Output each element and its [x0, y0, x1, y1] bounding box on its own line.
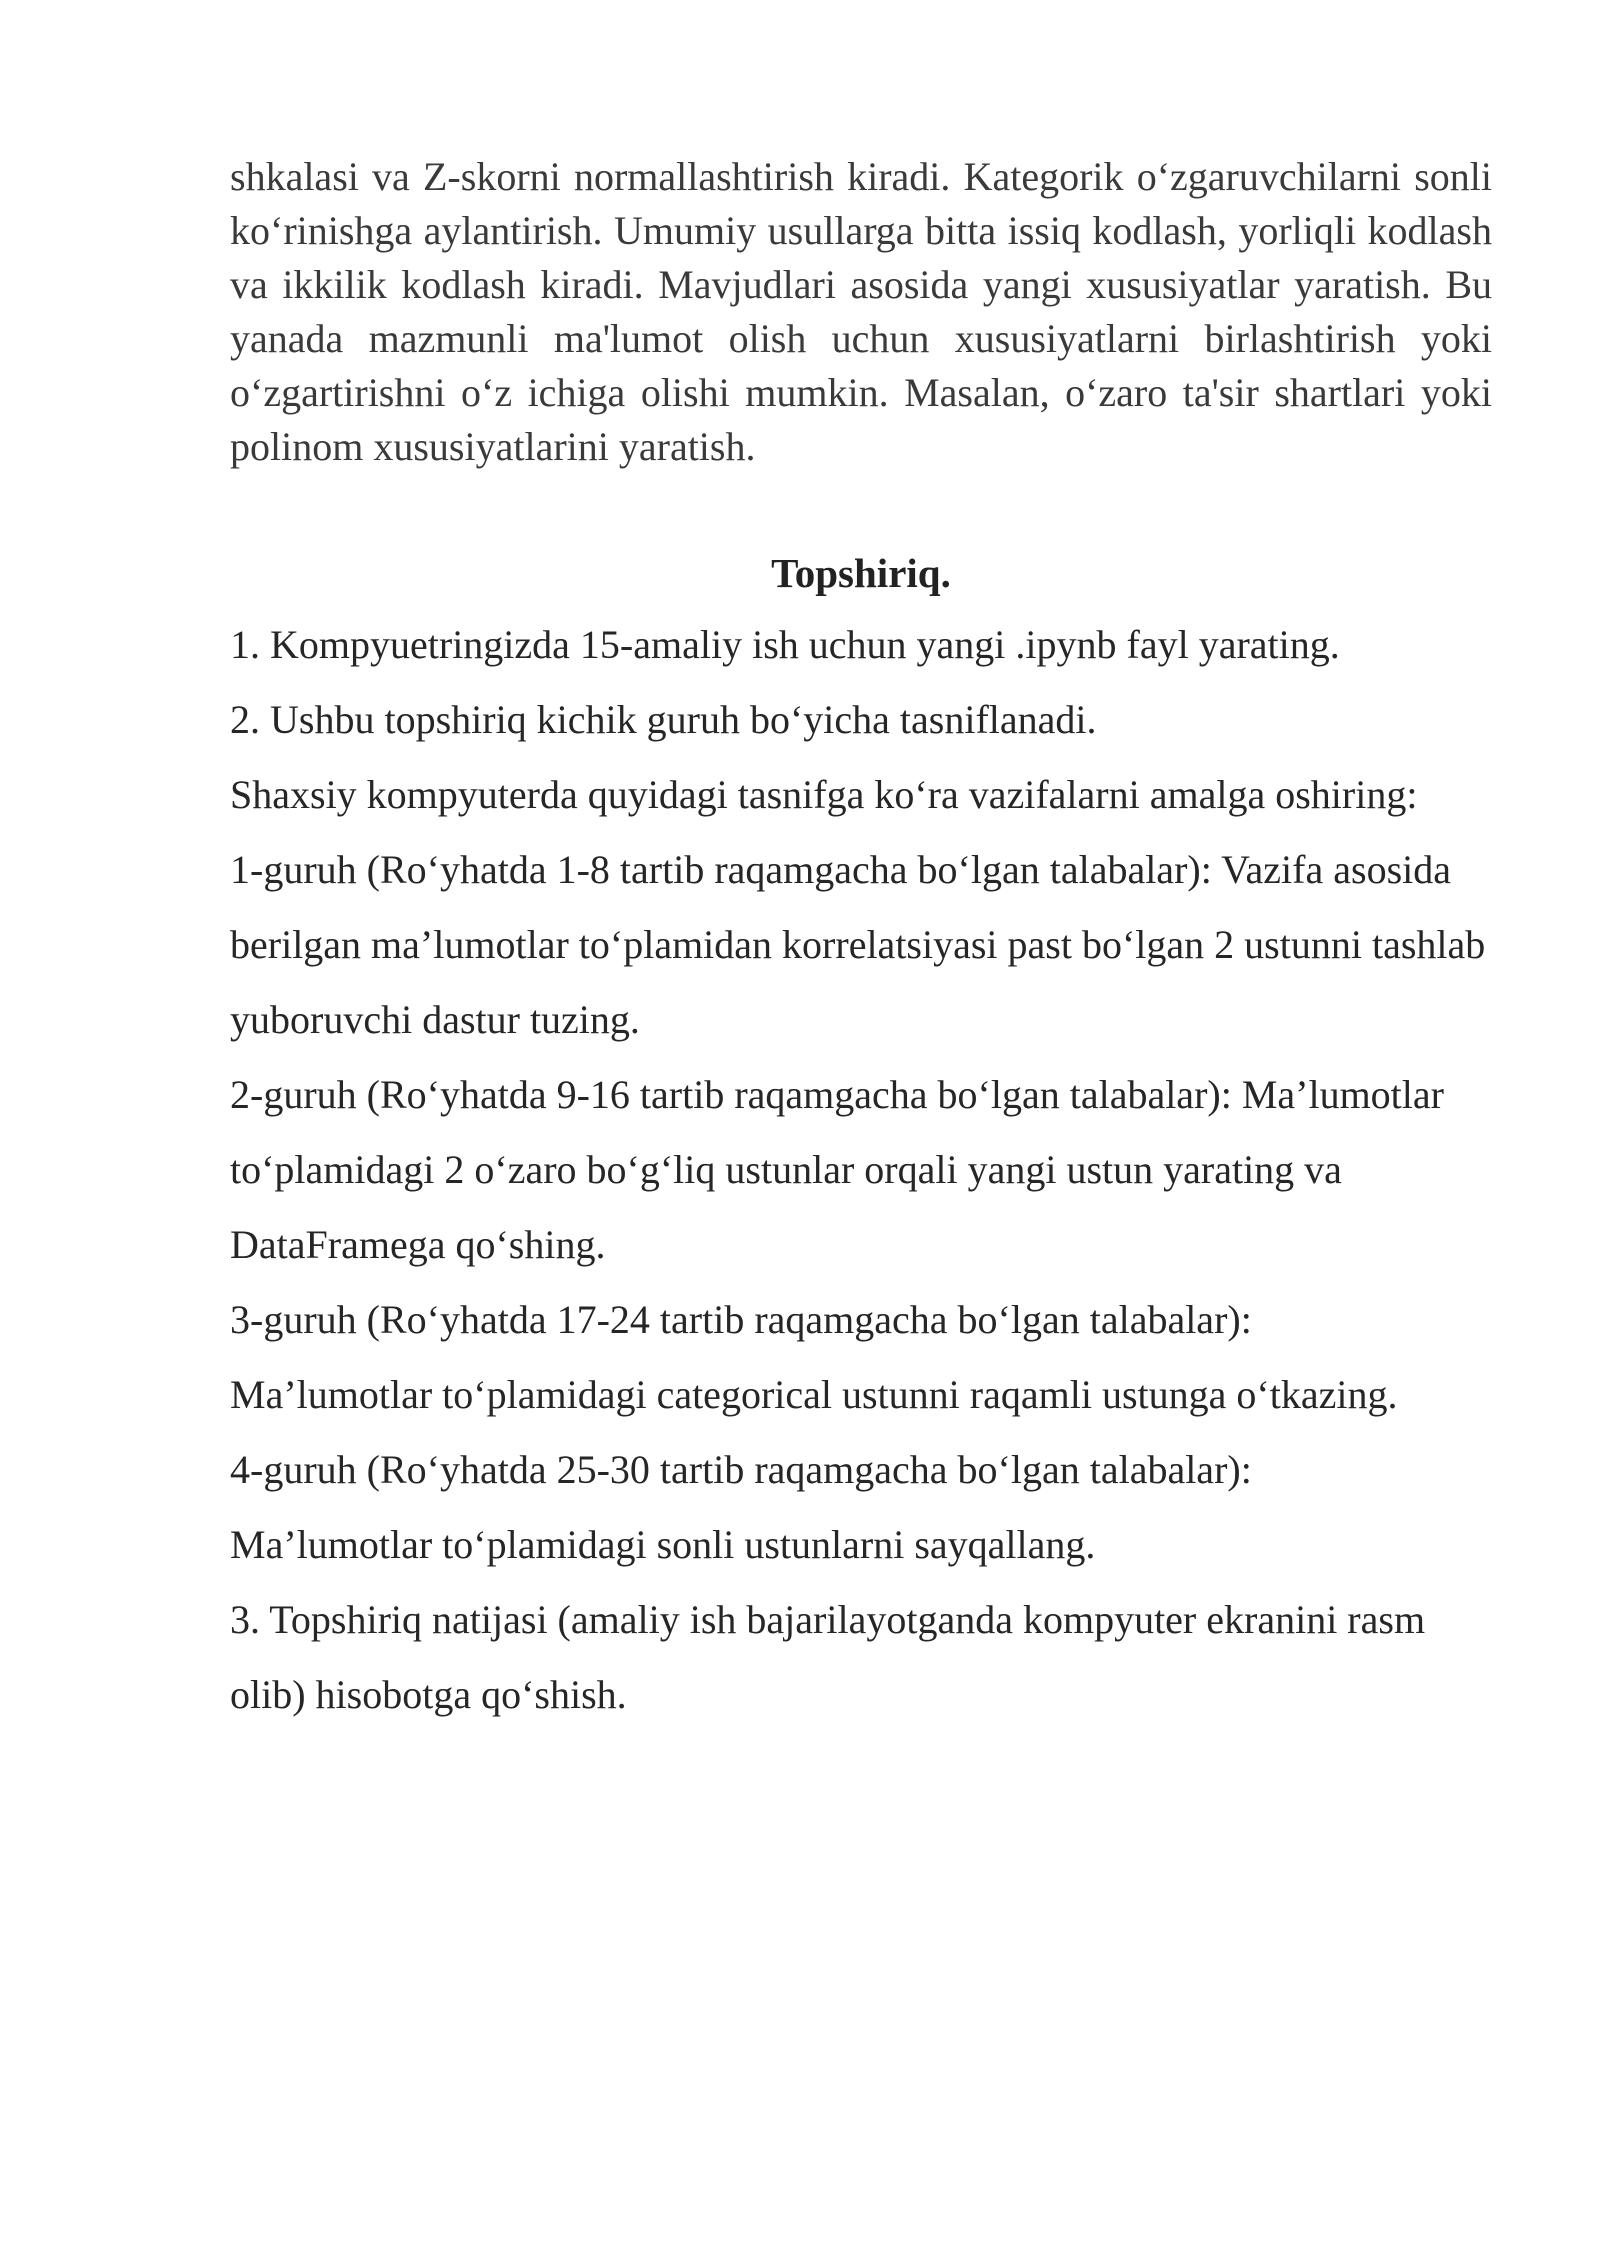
task-line-13: Ma’lumotlar to‘plamidagi sonli ustunlarni sayqallang.: [230, 1522, 1096, 1567]
task-line-15: olib) hisobotga qo‘shish.: [230, 1672, 627, 1717]
section-heading: Topshiriq.: [771, 550, 951, 596]
task-line-2: 2. Ushbu topshiriq kichik guruh bo‘yicha tasniflanadi.: [230, 697, 1097, 742]
task-line-9: DataFramega qo‘shing.: [230, 1222, 606, 1267]
task-line-10: 3-guruh (Ro‘yhatda 17-24 tartib raqamgacha bo‘lgan talabalar):: [230, 1297, 1252, 1342]
task-line-4: 1-guruh (Ro‘yhatda 1-8 tartib raqamgacha bo‘lgan talabalar): Vazifa asosida: [230, 847, 1451, 892]
task-list: [230, 618, 1492, 1722]
task-line-8: to‘plamidagi 2 o‘zaro bo‘g‘liq ustunlar orqali yangi ustun yarating va: [230, 1147, 1342, 1192]
task-line-3: Shaxsiy kompyuterda quyidagi tasnifga ko‘ra vazifalarni amalga oshiring:: [230, 772, 1418, 817]
task-line-1: 1. Kompyuetringizda 15-amaliy ish uchun yangi .ipynb fayl yarating.: [230, 622, 1340, 667]
task-line-11: Ma’lumotlar to‘plamidagi categorical ustunni raqamli ustunga o‘tkazing.: [230, 1372, 1398, 1417]
task-line-5: berilgan ma’lumotlar to‘plamidan korrelatsiyasi past bo‘lgan 2 ustunni tashlab: [230, 922, 1486, 967]
task-line-12: 4-guruh (Ro‘yhatda 25-30 tartib raqamgacha bo‘lgan talabalar):: [230, 1447, 1252, 1492]
task-line-7: 2-guruh (Ro‘yhatda 9-16 tartib raqamgacha bo‘lgan talabalar): Ma’lumotlar: [230, 1072, 1444, 1117]
task-line-14: 3. Topshiriq natijasi (amaliy ish bajarilayotganda kompyuter ekranini rasm: [230, 1597, 1426, 1642]
document-page: [230, 150, 1492, 1743]
intro-paragraph: shkalasi va Z-skorni normallashtirish kiradi. Kategorik o‘zgaruvchilarni sonli ko‘rinishga aylantirish. Umumiy usullarga bitta issiq kodlash, yorliqli kodlash va ikkilik kodlash kiradi. Mavjudlari asosida yangi xususiyatlar yaratish. Bu yanada mazmunli ma'lumot olish uchun xususiyatlarni birlashtirish yoki o‘zgartirishni o‘z ichiga olishi mumkin. Masalan, o‘zaro ta'sir shartlari yoki polinom xususiyatlarini yaratish.: [230, 154, 1492, 469]
task-line-6: yuboruvchi dastur tuzing.: [230, 997, 640, 1042]
